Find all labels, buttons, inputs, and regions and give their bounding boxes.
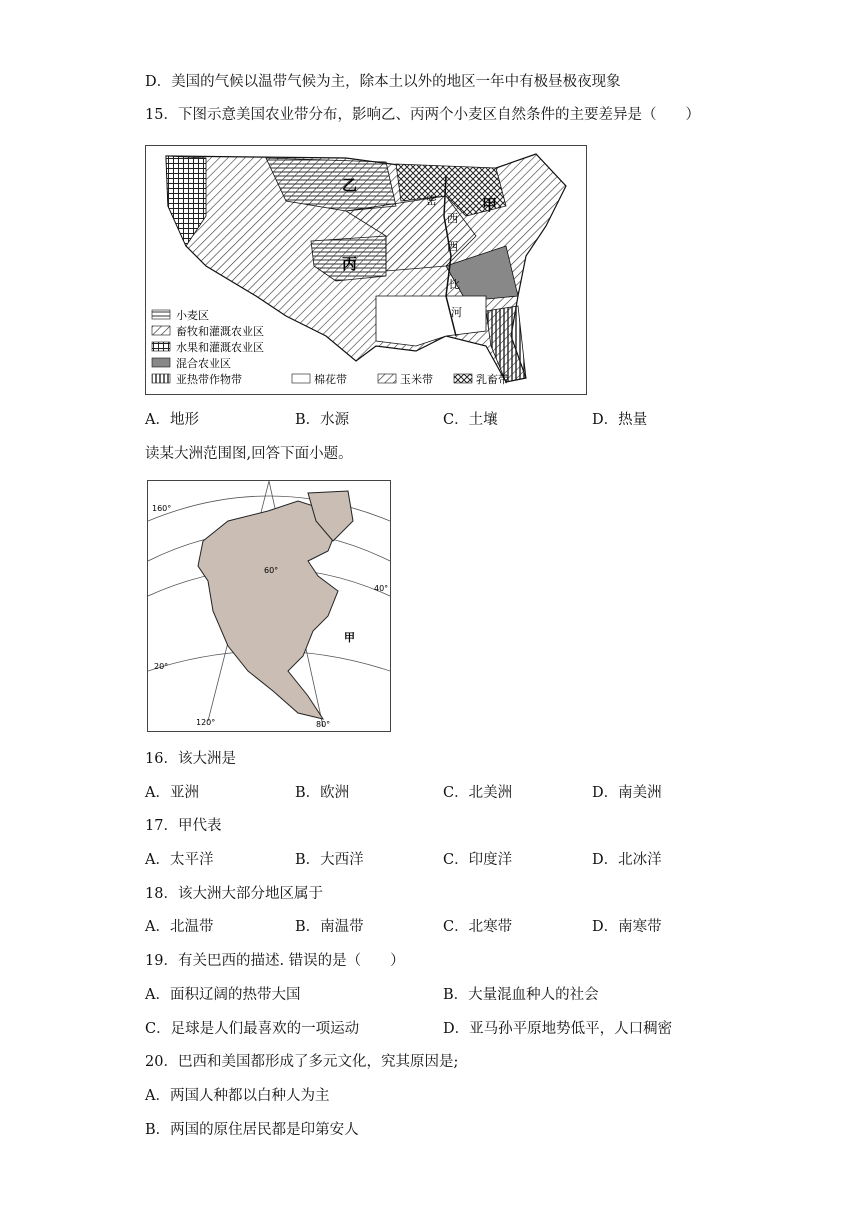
map-label-jia: 甲 bbox=[482, 196, 498, 214]
q16-option-a[interactable]: A．亚洲 bbox=[145, 785, 199, 801]
q14-option-d: D．美国的气候以温带气候为主，除本土以外的地区一年中有极昼极夜现象 bbox=[145, 74, 621, 90]
q17-option-c[interactable]: C．印度洋 bbox=[443, 852, 513, 868]
map-label-xi-2: 西 bbox=[447, 240, 458, 253]
lat-label-40: 40° bbox=[374, 584, 389, 593]
q18-option-a[interactable]: A．北温带 bbox=[145, 919, 214, 935]
continent-map bbox=[147, 480, 391, 732]
q16-option-c[interactable]: C．北美洲 bbox=[443, 785, 513, 801]
lon-label-80: 80° bbox=[316, 720, 331, 729]
q19-option-c[interactable]: C．足球是人们最喜欢的一项运动 bbox=[145, 1021, 360, 1037]
lon-label-160: 160° bbox=[152, 504, 172, 513]
q15-option-c[interactable]: C．土壤 bbox=[443, 412, 498, 428]
map-label-bi: 比 bbox=[449, 278, 460, 291]
q15-option-d[interactable]: D．热量 bbox=[592, 412, 648, 428]
q20-stem: 20．巴西和美国都形成了多元文化，究其原因是; bbox=[145, 1054, 459, 1070]
legend-fruit: 水果和灌溉农业区 bbox=[176, 341, 264, 354]
q19-option-b[interactable]: B．大量混血种人的社会 bbox=[443, 987, 599, 1003]
q17-option-d[interactable]: D．北冰洋 bbox=[592, 852, 662, 868]
legend-subtropical: 亚热带作物带 bbox=[176, 373, 242, 386]
map-label-he: 河 bbox=[451, 306, 462, 319]
lat-label-20: 20° bbox=[154, 662, 169, 671]
map-label-xi-1: 西 bbox=[447, 212, 458, 225]
q19-option-d[interactable]: D．亚马孙平原地势低平，人口稠密 bbox=[443, 1021, 673, 1037]
q18-option-c[interactable]: C．北寒带 bbox=[443, 919, 513, 935]
q18-stem: 18．该大洲大部分地区属于 bbox=[145, 886, 323, 902]
q16-option-b[interactable]: B．欧洲 bbox=[295, 785, 350, 801]
continent-intro: 读某大洲范围图,回答下面小题。 bbox=[145, 446, 353, 462]
legend-ranching: 畜牧和灌溉农业区 bbox=[176, 325, 264, 338]
legend-corn: 玉米带 bbox=[400, 373, 433, 386]
q15-option-b[interactable]: B．水源 bbox=[295, 412, 350, 428]
q19-stem: 19．有关巴西的描述. 错误的是（ ） bbox=[145, 953, 405, 969]
continent-label-jia: 甲 bbox=[344, 631, 355, 644]
map-label-mi: 密 bbox=[426, 194, 437, 207]
q18-option-d[interactable]: D．南寒带 bbox=[592, 919, 662, 935]
q15-option-a[interactable]: A．地形 bbox=[145, 412, 199, 428]
q17-stem: 17．甲代表 bbox=[145, 818, 222, 834]
map-label-yi: 乙 bbox=[342, 176, 358, 194]
legend-wheat: 小麦区 bbox=[176, 309, 209, 322]
us-agriculture-map bbox=[145, 145, 587, 395]
lon-label-120: 120° bbox=[196, 718, 216, 727]
q16-option-d[interactable]: D．南美洲 bbox=[592, 785, 662, 801]
q19-option-a[interactable]: A．面积辽阔的热带大国 bbox=[145, 987, 301, 1003]
q17-option-a[interactable]: A．太平洋 bbox=[145, 852, 214, 868]
q16-stem: 16．该大洲是 bbox=[145, 751, 236, 767]
q20-option-a[interactable]: A．两国人种都以白种人为主 bbox=[145, 1088, 330, 1104]
q20-option-b[interactable]: B．两国的原住居民都是印第安人 bbox=[145, 1122, 359, 1138]
q17-option-b[interactable]: B．大西洋 bbox=[295, 852, 364, 868]
legend-mixed: 混合农业区 bbox=[176, 357, 231, 370]
legend-cotton: 棉花带 bbox=[314, 373, 347, 386]
lat-label-60: 60° bbox=[264, 566, 279, 575]
legend-dairy: 乳畜带 bbox=[476, 373, 509, 386]
map-label-bing: 丙 bbox=[342, 255, 358, 273]
q18-option-b[interactable]: B．南温带 bbox=[295, 919, 364, 935]
q15-stem: 15．下图示意美国农业带分布，影响乙、丙两个小麦区自然条件的主要差异是（ ） bbox=[145, 107, 700, 123]
